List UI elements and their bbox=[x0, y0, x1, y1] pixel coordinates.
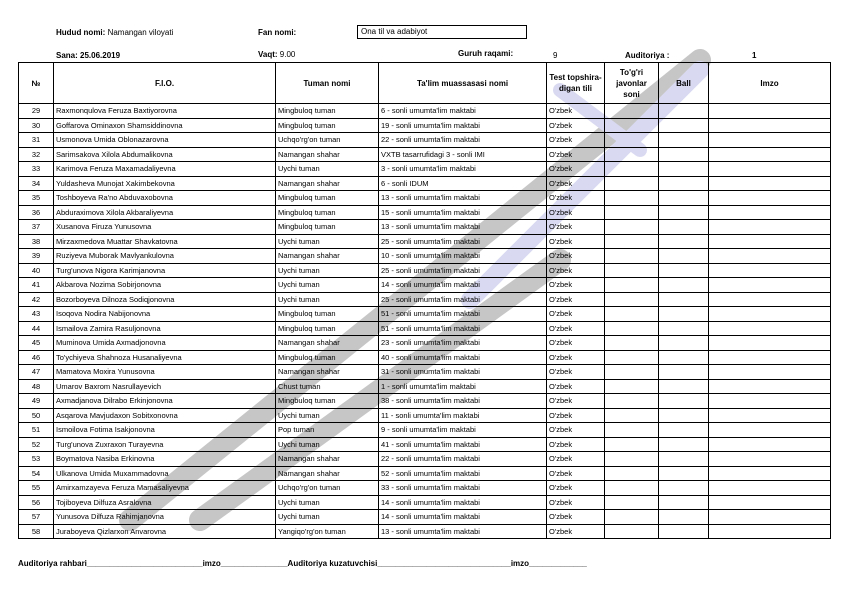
row-muassasa: 6 - sonli umumta'lim maktabi bbox=[379, 104, 547, 119]
row-fio: Yuldasheva Munojat Xakimbekovna bbox=[54, 176, 276, 191]
participants-table bbox=[18, 62, 831, 539]
row-til: O'zbek bbox=[547, 133, 605, 148]
row-ball bbox=[659, 205, 709, 220]
row-tuman: Uychi tuman bbox=[276, 408, 379, 423]
row-number: 29 bbox=[19, 104, 54, 119]
row-til: O'zbek bbox=[547, 292, 605, 307]
row-tuman: Mingbuloq tuman bbox=[276, 205, 379, 220]
row-javob bbox=[605, 452, 659, 467]
row-imzo bbox=[709, 162, 831, 177]
table-row bbox=[19, 234, 831, 249]
row-imzo bbox=[709, 350, 831, 365]
row-fio: Yunusova Dilfuza Rahimjanovna bbox=[54, 510, 276, 525]
row-ball bbox=[659, 365, 709, 380]
table-row bbox=[19, 147, 831, 162]
row-ball bbox=[659, 481, 709, 496]
row-muassasa: 14 - sonli umumta'lim maktabi bbox=[379, 510, 547, 525]
row-fio: Tojiboyeva Dilfuza Asralovna bbox=[54, 495, 276, 510]
row-javob bbox=[605, 495, 659, 510]
row-tuman: Namangan shahar bbox=[276, 466, 379, 481]
row-til: O'zbek bbox=[547, 176, 605, 191]
row-ball bbox=[659, 423, 709, 438]
row-muassasa: 1 - sonli umumta'lim maktabi bbox=[379, 379, 547, 394]
row-imzo bbox=[709, 379, 831, 394]
row-number: 53 bbox=[19, 452, 54, 467]
row-javob bbox=[605, 307, 659, 322]
fan-value-box: Ona til va adabiyot bbox=[357, 25, 527, 39]
row-imzo bbox=[709, 176, 831, 191]
row-fio: Isoqova Nodira Nabijonovna bbox=[54, 307, 276, 322]
table-row bbox=[19, 307, 831, 322]
table-row bbox=[19, 481, 831, 496]
row-tuman: Uchqo'rg'on tuman bbox=[276, 133, 379, 148]
row-javob bbox=[605, 394, 659, 409]
table-row bbox=[19, 466, 831, 481]
row-javob bbox=[605, 191, 659, 206]
row-til: O'zbek bbox=[547, 104, 605, 119]
row-number: 55 bbox=[19, 481, 54, 496]
row-ball bbox=[659, 408, 709, 423]
row-number: 33 bbox=[19, 162, 54, 177]
row-fio: Juraboyeva Qizlarxon Anvarovna bbox=[54, 524, 276, 539]
row-number: 58 bbox=[19, 524, 54, 539]
row-tuman: Mingbuloq tuman bbox=[276, 220, 379, 235]
row-muassasa: 23 - sonli umumta'lim maktabi bbox=[379, 336, 547, 351]
row-imzo bbox=[709, 452, 831, 467]
vaqt-value: 9.00 bbox=[279, 50, 296, 59]
row-muassasa: 10 - sonli umumta'lim maktabi bbox=[379, 249, 547, 264]
row-imzo bbox=[709, 408, 831, 423]
row-javob bbox=[605, 205, 659, 220]
row-javob bbox=[605, 408, 659, 423]
table-row bbox=[19, 263, 831, 278]
row-fio: Ismoilova Fotima Isakjonovna bbox=[54, 423, 276, 438]
row-fio: Xusanova Firuza Yunusovna bbox=[54, 220, 276, 235]
row-imzo bbox=[709, 220, 831, 235]
col-header-num: № bbox=[19, 63, 54, 104]
row-fio: Muminova Umida Axmadjonovna bbox=[54, 336, 276, 351]
row-imzo bbox=[709, 495, 831, 510]
row-number: 37 bbox=[19, 220, 54, 235]
table-body bbox=[19, 104, 831, 539]
table-row bbox=[19, 510, 831, 525]
row-imzo bbox=[709, 336, 831, 351]
col-header-ball: Ball bbox=[659, 63, 709, 104]
row-tuman: Namangan shahar bbox=[276, 336, 379, 351]
row-number: 36 bbox=[19, 205, 54, 220]
row-javob bbox=[605, 263, 659, 278]
row-fio: Axmadjanova Dilrabo Erkinjonovna bbox=[54, 394, 276, 409]
row-imzo bbox=[709, 234, 831, 249]
row-ball bbox=[659, 220, 709, 235]
row-imzo bbox=[709, 321, 831, 336]
row-javob bbox=[605, 423, 659, 438]
row-javob bbox=[605, 118, 659, 133]
row-tuman: Uychi tuman bbox=[276, 495, 379, 510]
row-ball bbox=[659, 147, 709, 162]
row-fio: Asqarova Mavjudaxon Sobitxonovna bbox=[54, 408, 276, 423]
row-javob bbox=[605, 365, 659, 380]
row-til: O'zbek bbox=[547, 423, 605, 438]
row-muassasa: 13 - sonli umumta'lim maktabi bbox=[379, 191, 547, 206]
row-javob bbox=[605, 524, 659, 539]
row-fio: Goffarova Ominaxon Shamsiddinovna bbox=[54, 118, 276, 133]
row-tuman: Uychi tuman bbox=[276, 162, 379, 177]
row-javob bbox=[605, 336, 659, 351]
table-row bbox=[19, 350, 831, 365]
row-muassasa: 25 - sonli umumta'lim maktabi bbox=[379, 263, 547, 278]
row-tuman: Uychi tuman bbox=[276, 510, 379, 525]
row-tuman: Namangan shahar bbox=[276, 147, 379, 162]
auditoriya-value: 1 bbox=[752, 51, 757, 60]
table-row bbox=[19, 118, 831, 133]
table-row bbox=[19, 205, 831, 220]
row-ball bbox=[659, 452, 709, 467]
row-imzo bbox=[709, 278, 831, 293]
row-javob bbox=[605, 278, 659, 293]
row-muassasa: 31 - sonli umumta'lim maktabi bbox=[379, 365, 547, 380]
row-imzo bbox=[709, 133, 831, 148]
row-muassasa: VXTB tasarrufidagi 3 - sonli IMI bbox=[379, 147, 547, 162]
row-til: O'zbek bbox=[547, 336, 605, 351]
row-til: O'zbek bbox=[547, 437, 605, 452]
table-row bbox=[19, 292, 831, 307]
row-number: 40 bbox=[19, 263, 54, 278]
row-til: O'zbek bbox=[547, 365, 605, 380]
row-ball bbox=[659, 495, 709, 510]
row-til: O'zbek bbox=[547, 278, 605, 293]
row-number: 43 bbox=[19, 307, 54, 322]
row-javob bbox=[605, 220, 659, 235]
table-row bbox=[19, 336, 831, 351]
vaqt-field bbox=[258, 50, 295, 59]
row-til: O'zbek bbox=[547, 307, 605, 322]
row-ball bbox=[659, 133, 709, 148]
sana-label: Sana: 25.06.2019 bbox=[56, 51, 121, 60]
row-imzo bbox=[709, 118, 831, 133]
row-ball bbox=[659, 350, 709, 365]
row-number: 38 bbox=[19, 234, 54, 249]
row-tuman: Uychi tuman bbox=[276, 278, 379, 293]
row-fio: Boymatova Nasiba Erkinovna bbox=[54, 452, 276, 467]
row-til: O'zbek bbox=[547, 191, 605, 206]
row-tuman: Yangiqo'rg'on tuman bbox=[276, 524, 379, 539]
row-ball bbox=[659, 292, 709, 307]
row-muassasa: 22 - sonli umumta'lim maktabi bbox=[379, 452, 547, 467]
table-row bbox=[19, 278, 831, 293]
row-tuman: Mingbuloq tuman bbox=[276, 321, 379, 336]
row-fio: Umarov Baxrom Nasrullayevich bbox=[54, 379, 276, 394]
auditoriya-label: Auditoriya : bbox=[625, 51, 670, 60]
row-number: 52 bbox=[19, 437, 54, 452]
row-ball bbox=[659, 394, 709, 409]
row-fio: Raxmonqulova Feruza Baxtiyorovna bbox=[54, 104, 276, 119]
row-ball bbox=[659, 162, 709, 177]
row-number: 41 bbox=[19, 278, 54, 293]
row-javob bbox=[605, 510, 659, 525]
table-row bbox=[19, 524, 831, 539]
row-muassasa: 15 - sonli umumta'lim maktabi bbox=[379, 205, 547, 220]
row-til: O'zbek bbox=[547, 220, 605, 235]
row-ball bbox=[659, 176, 709, 191]
row-fio: Ulkanova Umida Muxammadovna bbox=[54, 466, 276, 481]
row-number: 45 bbox=[19, 336, 54, 351]
row-fio: Usmonova Umida Oblonazarovna bbox=[54, 133, 276, 148]
row-number: 54 bbox=[19, 466, 54, 481]
table-row bbox=[19, 379, 831, 394]
row-muassasa: 40 - sonli umumta'lim maktabi bbox=[379, 350, 547, 365]
row-imzo bbox=[709, 365, 831, 380]
row-fio: Ruziyeva Muborak Mavlyankulovna bbox=[54, 249, 276, 264]
row-imzo bbox=[709, 104, 831, 119]
row-imzo bbox=[709, 263, 831, 278]
hudud-field bbox=[56, 28, 173, 37]
row-javob bbox=[605, 321, 659, 336]
row-til: O'zbek bbox=[547, 234, 605, 249]
row-til: O'zbek bbox=[547, 394, 605, 409]
col-header-fio: F.I.O. bbox=[54, 63, 276, 104]
row-tuman: Namangan shahar bbox=[276, 249, 379, 264]
row-fio: Akbarova Nozima Sobirjonovna bbox=[54, 278, 276, 293]
row-ball bbox=[659, 379, 709, 394]
row-fio: Mamatova Moxira Yunusovna bbox=[54, 365, 276, 380]
row-til: O'zbek bbox=[547, 350, 605, 365]
row-muassasa: 11 - sonli umumta'lim maktabi bbox=[379, 408, 547, 423]
row-tuman: Mingbuloq tuman bbox=[276, 191, 379, 206]
row-til: O'zbek bbox=[547, 452, 605, 467]
col-header-tuman: Tuman nomi bbox=[276, 63, 379, 104]
row-til: O'zbek bbox=[547, 495, 605, 510]
row-tuman: Mingbuloq tuman bbox=[276, 350, 379, 365]
row-ball bbox=[659, 466, 709, 481]
row-number: 57 bbox=[19, 510, 54, 525]
row-javob bbox=[605, 437, 659, 452]
row-til: O'zbek bbox=[547, 466, 605, 481]
row-imzo bbox=[709, 307, 831, 322]
table-row bbox=[19, 104, 831, 119]
row-javob bbox=[605, 466, 659, 481]
hudud-label: Hudud nomi: bbox=[56, 28, 106, 37]
row-imzo bbox=[709, 481, 831, 496]
row-ball bbox=[659, 524, 709, 539]
guruh-label: Guruh raqami: bbox=[458, 49, 514, 58]
table-row bbox=[19, 437, 831, 452]
row-number: 32 bbox=[19, 147, 54, 162]
table-row bbox=[19, 321, 831, 336]
row-number: 47 bbox=[19, 365, 54, 380]
row-javob bbox=[605, 292, 659, 307]
row-muassasa: 51 - sonli umumta'lim maktabi bbox=[379, 307, 547, 322]
row-number: 39 bbox=[19, 249, 54, 264]
row-fio: Mirzaxmedova Muattar Shavkatovna bbox=[54, 234, 276, 249]
row-javob bbox=[605, 249, 659, 264]
row-ball bbox=[659, 118, 709, 133]
row-ball bbox=[659, 336, 709, 351]
row-fio: Abduraximova Xilola Akbaraliyevna bbox=[54, 205, 276, 220]
row-imzo bbox=[709, 147, 831, 162]
row-number: 31 bbox=[19, 133, 54, 148]
row-number: 51 bbox=[19, 423, 54, 438]
row-number: 44 bbox=[19, 321, 54, 336]
table-row bbox=[19, 394, 831, 409]
row-imzo bbox=[709, 249, 831, 264]
row-muassasa: 14 - sonli umumta'lim maktabi bbox=[379, 495, 547, 510]
row-ball bbox=[659, 321, 709, 336]
hudud-value: Namangan viloyati bbox=[107, 28, 174, 37]
row-tuman: Mingbuloq tuman bbox=[276, 118, 379, 133]
table-row bbox=[19, 249, 831, 264]
row-ball bbox=[659, 278, 709, 293]
row-tuman: Mingbuloq tuman bbox=[276, 104, 379, 119]
row-number: 46 bbox=[19, 350, 54, 365]
row-fio: Amirxamzayeva Feruza Mamasaliyevna bbox=[54, 481, 276, 496]
row-til: O'zbek bbox=[547, 118, 605, 133]
row-fio: Sarimsakova Xilola Abdumalikovna bbox=[54, 147, 276, 162]
row-til: O'zbek bbox=[547, 408, 605, 423]
row-til: O'zbek bbox=[547, 524, 605, 539]
row-ball bbox=[659, 437, 709, 452]
row-ball bbox=[659, 307, 709, 322]
row-til: O'zbek bbox=[547, 379, 605, 394]
col-header-muassasa: Ta'lim muassasasi nomi bbox=[379, 63, 547, 104]
signature-footer: Auditoriya rahbari__________________________imzo_______________Auditoriya kuzatuvchisi______________________________imzo_____________ bbox=[18, 559, 587, 568]
row-muassasa: 38 - sonli umumta'lim maktabi bbox=[379, 394, 547, 409]
row-number: 49 bbox=[19, 394, 54, 409]
row-tuman: Namangan shahar bbox=[276, 365, 379, 380]
row-ball bbox=[659, 249, 709, 264]
fan-label: Fan nomi: bbox=[258, 28, 297, 37]
row-number: 34 bbox=[19, 176, 54, 191]
row-javob bbox=[605, 147, 659, 162]
row-til: O'zbek bbox=[547, 263, 605, 278]
row-muassasa: 6 - sonli IDUM bbox=[379, 176, 547, 191]
row-muassasa: 13 - sonli umumta'lim maktabi bbox=[379, 524, 547, 539]
row-tuman: Uchqo'rg'on tuman bbox=[276, 481, 379, 496]
row-number: 42 bbox=[19, 292, 54, 307]
col-header-imzo: Imzo bbox=[709, 63, 831, 104]
row-imzo bbox=[709, 394, 831, 409]
col-header-test: Test topshira-digan tili bbox=[547, 63, 605, 104]
row-javob bbox=[605, 104, 659, 119]
row-ball bbox=[659, 263, 709, 278]
row-fio: Karimova Feruza Maxamadaliyevna bbox=[54, 162, 276, 177]
row-fio: Ismailova Zamira Rasuljonovna bbox=[54, 321, 276, 336]
row-tuman: Mingbuloq tuman bbox=[276, 307, 379, 322]
row-ball bbox=[659, 191, 709, 206]
table-row bbox=[19, 365, 831, 380]
row-tuman: Uychi tuman bbox=[276, 234, 379, 249]
row-javob bbox=[605, 162, 659, 177]
row-tuman: Uychi tuman bbox=[276, 437, 379, 452]
row-fio: Toshboyeva Ra'no Abduvaxobovna bbox=[54, 191, 276, 206]
table-row bbox=[19, 495, 831, 510]
table-row bbox=[19, 133, 831, 148]
row-tuman: Pop tuman bbox=[276, 423, 379, 438]
row-til: O'zbek bbox=[547, 481, 605, 496]
row-tuman: Mingbuloq tuman bbox=[276, 394, 379, 409]
row-imzo bbox=[709, 524, 831, 539]
row-muassasa: 9 - sonli umumta'lim maktabi bbox=[379, 423, 547, 438]
table-header-row bbox=[19, 63, 831, 104]
row-javob bbox=[605, 379, 659, 394]
row-muassasa: 52 - sonli umumta'lim maktabi bbox=[379, 466, 547, 481]
row-til: O'zbek bbox=[547, 205, 605, 220]
row-muassasa: 25 - sonli umumta'lim maktabi bbox=[379, 234, 547, 249]
row-imzo bbox=[709, 423, 831, 438]
row-javob bbox=[605, 481, 659, 496]
row-number: 35 bbox=[19, 191, 54, 206]
row-ball bbox=[659, 104, 709, 119]
row-ball bbox=[659, 510, 709, 525]
row-imzo bbox=[709, 191, 831, 206]
row-imzo bbox=[709, 466, 831, 481]
row-imzo bbox=[709, 205, 831, 220]
row-imzo bbox=[709, 292, 831, 307]
table-row bbox=[19, 408, 831, 423]
row-til: O'zbek bbox=[547, 249, 605, 264]
row-number: 30 bbox=[19, 118, 54, 133]
table-row bbox=[19, 220, 831, 235]
row-tuman: Uychi tuman bbox=[276, 292, 379, 307]
vaqt-label: Vaqt: bbox=[258, 50, 278, 59]
row-javob bbox=[605, 176, 659, 191]
row-fio: Turg'unova Zuxraxon Turayevna bbox=[54, 437, 276, 452]
row-javob bbox=[605, 234, 659, 249]
row-tuman: Chust tuman bbox=[276, 379, 379, 394]
row-number: 56 bbox=[19, 495, 54, 510]
table-row bbox=[19, 176, 831, 191]
row-number: 48 bbox=[19, 379, 54, 394]
row-number: 50 bbox=[19, 408, 54, 423]
row-fio: Bozorboyeva Dilnoza Sodiqjonovna bbox=[54, 292, 276, 307]
row-tuman: Namangan shahar bbox=[276, 176, 379, 191]
row-muassasa: 3 - sonli umumta'lim maktabi bbox=[379, 162, 547, 177]
row-muassasa: 14 - sonli umumta'lim maktabi bbox=[379, 278, 547, 293]
table-row bbox=[19, 452, 831, 467]
row-til: O'zbek bbox=[547, 510, 605, 525]
row-javob bbox=[605, 350, 659, 365]
row-tuman: Namangan shahar bbox=[276, 452, 379, 467]
row-tuman: Uychi tuman bbox=[276, 263, 379, 278]
row-muassasa: 51 - sonli umumta'lim maktabi bbox=[379, 321, 547, 336]
row-muassasa: 19 - sonli umumta'lim maktabi bbox=[379, 118, 547, 133]
table-row bbox=[19, 191, 831, 206]
row-til: O'zbek bbox=[547, 321, 605, 336]
row-imzo bbox=[709, 437, 831, 452]
row-ball bbox=[659, 234, 709, 249]
row-muassasa: 33 - sonli umumta'lim maktabi bbox=[379, 481, 547, 496]
row-muassasa: 22 - sonli umumta'lim maktabi bbox=[379, 133, 547, 148]
row-fio: To'ychiyeva Shahnoza Husanaliyevna bbox=[54, 350, 276, 365]
col-header-javob: To'g'ri javonlar soni bbox=[605, 63, 659, 104]
table-row bbox=[19, 162, 831, 177]
row-muassasa: 25 - sonli umumta'lim maktabi bbox=[379, 292, 547, 307]
row-til: O'zbek bbox=[547, 147, 605, 162]
row-muassasa: 13 - sonli umumta'lim maktabi bbox=[379, 220, 547, 235]
row-javob bbox=[605, 133, 659, 148]
row-fio: Turg'unova Nigora Karimjanovna bbox=[54, 263, 276, 278]
guruh-value: 9 bbox=[553, 51, 558, 60]
row-til: O'zbek bbox=[547, 162, 605, 177]
row-imzo bbox=[709, 510, 831, 525]
table-row bbox=[19, 423, 831, 438]
row-muassasa: 41 - sonli umumta'lim maktabi bbox=[379, 437, 547, 452]
